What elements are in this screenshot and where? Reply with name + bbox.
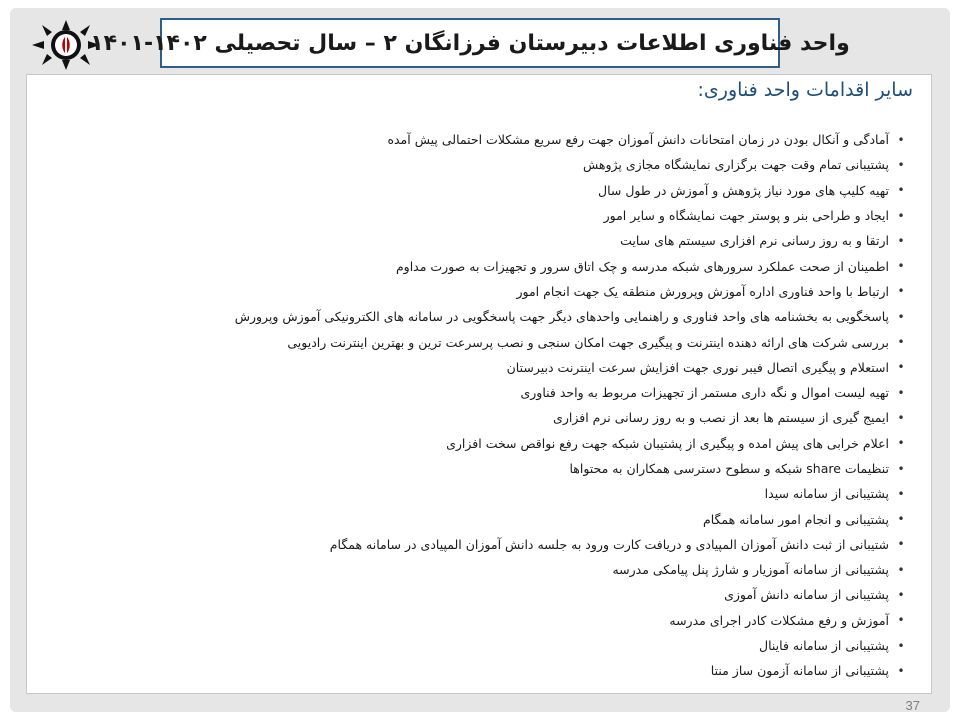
list-item <box>53 279 913 304</box>
list-item <box>53 380 913 405</box>
activity-list <box>53 127 913 684</box>
bullet-icon: • <box>897 410 905 425</box>
bullet-icon: • <box>897 537 905 552</box>
list-item <box>53 481 913 506</box>
list-item-text: پاسخگویی به بخشنامه های واحد فناوری و راهنمایی واحدهای دیگر جهت پاسخگویی در سامانه های الکترونیکی آموزش وپرورش <box>234 309 889 325</box>
bullet-icon: • <box>897 663 905 678</box>
bullet-icon: • <box>897 512 905 527</box>
bullet-icon: • <box>897 309 905 324</box>
list-item-text: تهیه لیست اموال و نگه داری مستمر از تجهیزات مربوط به واحد فناوری <box>520 385 889 401</box>
list-item <box>53 608 913 633</box>
list-item <box>53 228 913 253</box>
list-item <box>53 532 913 557</box>
bullet-icon: • <box>897 335 905 350</box>
bullet-icon: • <box>897 208 905 223</box>
list-item-text: شتیبانی از ثبت دانش آموزان المپیادی و دریافت کارت ورود به جلسه دانش آموزان المپیادی در سامانه همگام <box>329 536 889 552</box>
list-item-text: ارتباط با واحد فناوری اداره آموزش وپرورش منطقه یک جهت انجام امور <box>516 283 889 299</box>
content-box <box>26 74 932 694</box>
list-item-text: پشتیبانی از سامانه آموزیار و شارژ پنل پیامکی مدرسه <box>612 562 889 578</box>
list-item <box>53 253 913 278</box>
bullet-icon: • <box>897 183 905 198</box>
list-item <box>53 405 913 430</box>
list-item-text: تنظیمات share شبکه و سطوح دسترسی همکاران به محتواها <box>569 461 889 476</box>
list-item-text: ایجاد و طراحی بنر و پوستر جهت نمایشگاه و سایر امور <box>603 208 889 224</box>
list-item-text: پشتیبانی از سامانه آزمون ساز منتا <box>710 663 889 679</box>
list-item <box>53 203 913 228</box>
list-item-text: پشتیبانی از سامانه سیدا <box>764 486 889 502</box>
bullet-icon: • <box>897 284 905 299</box>
list-item <box>53 506 913 531</box>
list-item <box>53 633 913 658</box>
bullet-icon: • <box>897 613 905 628</box>
slide-title: واحد فناوری اطلاعات دبیرستان فرزانگان ۲ – سال تحصیلی ۱۴۰۲-۱۴۰۱ <box>90 30 850 56</box>
list-item-text: اعلام خرابی های پیش امده و پیگیری از پشتیبان شبکه جهت رفع نواقص سخت افزاری <box>446 435 889 451</box>
bullet-icon: • <box>897 562 905 577</box>
list-item-text: تهیه کلیپ های مورد نیاز پژوهش و آموزش در طول سال <box>598 182 889 198</box>
bullet-icon: • <box>897 587 905 602</box>
list-item-text: استعلام و پیگیری اتصال فیبر نوری جهت افزایش سرعت اینترنت دبیرستان <box>506 359 889 375</box>
list-item <box>53 456 913 481</box>
bullet-icon: • <box>897 486 905 501</box>
bullet-icon: • <box>897 385 905 400</box>
list-item <box>53 557 913 582</box>
list-item <box>53 329 913 354</box>
list-item-text: آموزش و رفع مشکلات کادر اجرای مدرسه <box>669 612 889 628</box>
list-item-text: پشتیبانی از سامانه فاینال <box>759 638 889 654</box>
bullet-icon: • <box>897 233 905 248</box>
list-item-text: ایمیج گیری از سیستم ها بعد از نصب و به روز رسانی نرم افزاری <box>553 410 889 426</box>
list-item-text: ارتقا و به روز رسانی نرم افزاری سیستم های سایت <box>620 233 889 249</box>
list-item-text: پشتیبانی از سامانه دانش آموزی <box>724 587 889 603</box>
bullet-icon: • <box>897 259 905 274</box>
list-item <box>53 355 913 380</box>
list-item <box>53 127 913 152</box>
bullet-icon: • <box>897 132 905 147</box>
list-item-text: بررسی شرکت های ارائه دهنده اینترنت و پیگیری جهت امکان سنجی و نصب پرسرعت ترین و بهترین اینترنت رادیویی <box>287 334 889 350</box>
list-item <box>53 152 913 177</box>
title-box <box>90 18 850 68</box>
bullet-icon: • <box>897 461 905 476</box>
bullet-icon: • <box>897 436 905 451</box>
list-item <box>53 304 913 329</box>
page-number: 37 <box>905 698 920 713</box>
list-item <box>53 178 913 203</box>
list-item-text: پشتیبانی تمام وقت جهت برگزاری نمایشگاه مجازی پژوهش <box>582 157 889 173</box>
list-item-text: آمادگی و آنکال بودن در زمان امتحانات دانش آموزان جهت رفع سریع مشکلات احتمالی پیش آمده <box>387 132 889 148</box>
bullet-icon: • <box>897 638 905 653</box>
list-item <box>53 658 913 683</box>
bullet-icon: • <box>897 360 905 375</box>
list-item-text: پشتیبانی و انجام امور سامانه همگام <box>702 511 889 527</box>
list-item-text: اطمینان از صحت عملکرد سرورهای شبکه مدرسه و چک اتاق سرور و تجهیزات به صورت مداوم <box>395 258 889 274</box>
section-heading: سایر اقدامات واحد فناوری: <box>697 79 913 101</box>
bullet-icon: • <box>897 157 905 172</box>
list-item <box>53 582 913 607</box>
list-item <box>53 431 913 456</box>
